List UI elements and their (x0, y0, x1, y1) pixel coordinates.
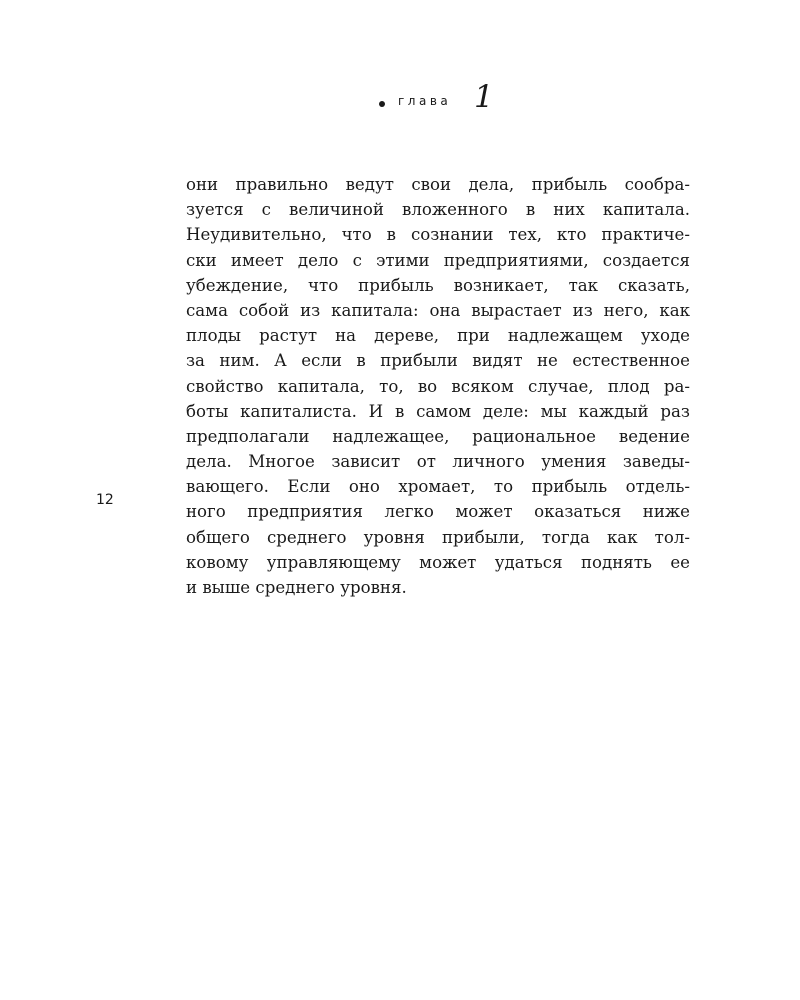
text-line: сама собой из капитала: она вырастает из него, как (186, 300, 690, 320)
text-line: ковому управляющему может удаться поднять ее (186, 552, 690, 572)
text-line: боты капиталиста. И в самом деле: мы каждый раз (186, 401, 690, 421)
text-line: и выше среднего уровня. (186, 578, 407, 597)
text-line: дела. Многое зависит от личного умения заведы- (186, 452, 690, 472)
chapter-number: 1 (474, 79, 494, 115)
text-line: вающего. Если оно хромает, то прибыль отдель- (186, 477, 690, 497)
text-line: плоды растут на дереве, при надлежащем уходе (186, 326, 690, 346)
page-number: 12 (96, 492, 114, 508)
text-line: убеждение, что прибыль возникает, так сказать, (186, 275, 690, 295)
text-line: ски имеет дело с этими предприятиями, создается (186, 250, 690, 270)
text-line: они правильно ведут свои дела, прибыль сообра- (186, 175, 690, 194)
body-text (186, 172, 690, 600)
chapter-header (0, 80, 800, 120)
text-line: за ним. А если в прибыли видят не естественное (186, 351, 690, 371)
text-line: ного предприятия легко может оказаться ниже (186, 502, 690, 522)
chapter-label: глава (398, 94, 452, 108)
text-line: общего среднего уровня прибыли, тогда как тол- (186, 527, 690, 547)
text-line: предполагали надлежащее, рациональное ведение (186, 426, 690, 446)
text-line: зуется с величиной вложенного в них капитала. (186, 200, 690, 220)
text-line: Неудивительно, что в сознании тех, кто практиче- (186, 225, 690, 245)
bullet-icon (379, 101, 385, 107)
text-line: свойство капитала, то, во всяком случае, плод ра- (186, 376, 690, 396)
